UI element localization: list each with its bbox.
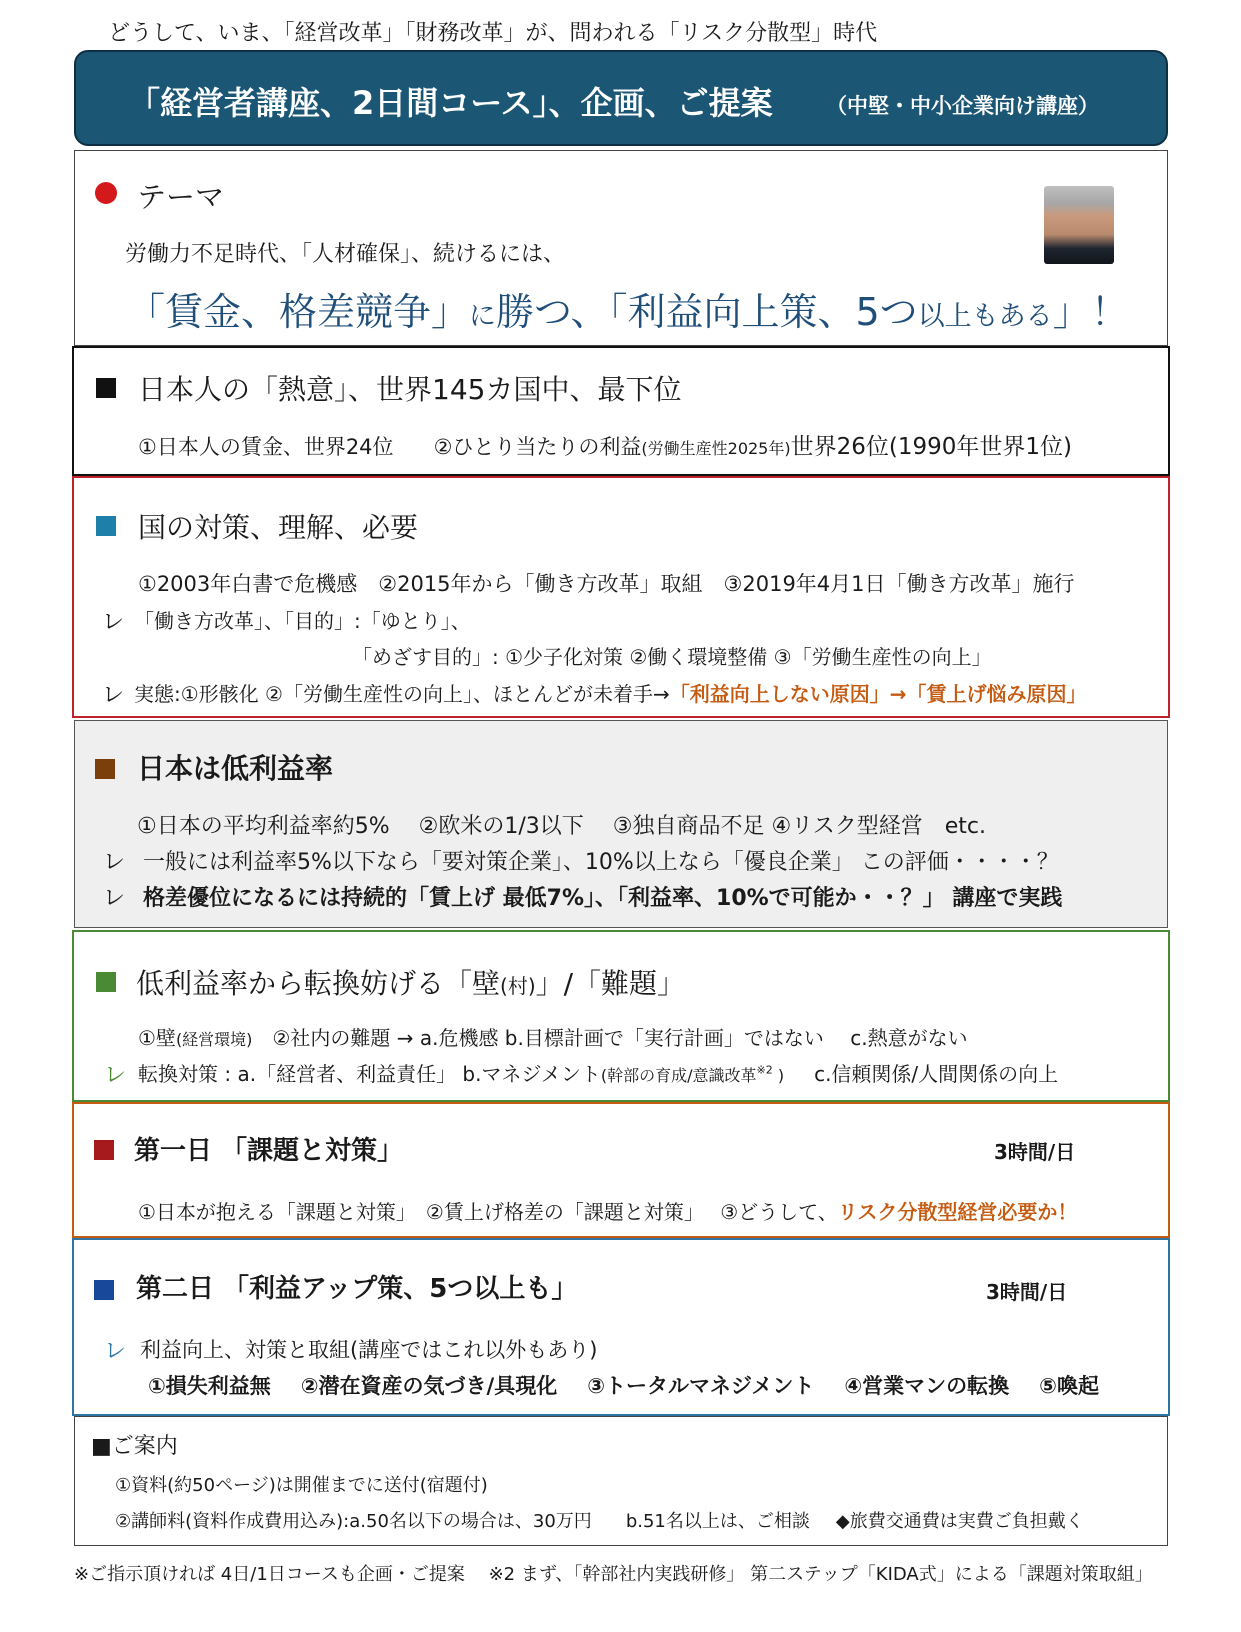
section6-item-5: ⑤喚起 (1039, 1374, 1099, 1398)
section4-title-b: (村) (500, 974, 536, 998)
check-mark: レ (104, 1063, 127, 1088)
section6-item-2: ②潜在資産の気づき/具現化 (300, 1374, 558, 1398)
section6-line1: 利益向上、対策と取組(講座ではこれ以外もあり) (140, 1338, 598, 1362)
guide-line1: ①資料(約50ページ)は開催までに送付(宿題付) (115, 1475, 488, 1496)
section5-line1 (138, 1196, 1077, 1225)
section3-line3: 格差優位になるには持続的「賃上げ 最低7%」、「利益率、10%で可能か・・？」 講座で実践 (143, 886, 1063, 911)
section4-line2 (138, 1058, 1058, 1087)
section4-line1 (138, 1022, 968, 1051)
section1-item2a: ②ひとり当たりの利益 (433, 435, 642, 459)
section4-line2d: ) (772, 1066, 785, 1085)
green-square-icon (96, 972, 116, 992)
section5-title: 第一日 「課題と対策」 (134, 1136, 404, 1166)
guide-line2 (115, 1507, 1084, 1533)
banner-title: 「経営者講座、2日間コース」、企画、ご提案 (128, 84, 773, 122)
section4-line1b: (経営環境) (175, 1030, 253, 1049)
section6-item-1: ①損失利益無 (148, 1374, 271, 1398)
headline-part-c: 勝つ、「利益向上策、5つ (496, 290, 918, 334)
section5-line1b: リスク分散型経営必要か！ (837, 1200, 1078, 1224)
section4-title (136, 962, 685, 1002)
section4-line2a: 転換対策 : a.「経営者、利益責任」 b.マネジメント (138, 1062, 601, 1086)
blue-square-icon (96, 516, 116, 536)
header-top-line: どうして、いま、「経営改革」「財務改革」が、問われる「リスク分散型」時代 (108, 21, 878, 46)
headline-part-a: 「賃金、格差競争」 (127, 290, 470, 334)
footer-note: ※ご指示頂ければ 4日/1日コースも企画・ご提案 ※2 まず、「幹部社内実践研修」 第二ステップ「KIDA式」による「課題対策取組」 (74, 1564, 1153, 1585)
guide-title: ■ご案内 (91, 1434, 178, 1459)
headline-part-e: 」！ (1052, 290, 1129, 334)
section4-title-c: 」/「難題」 (535, 967, 686, 1000)
section4-line2e: c.信頼関係/人間関係の向上 (814, 1062, 1059, 1086)
section2-line2: 「働き方改革」、「目的」:「ゆとり」、 (134, 609, 471, 633)
red-square-icon (94, 1140, 114, 1160)
section-low-profit (74, 720, 1168, 928)
check-mark: レ (104, 1339, 127, 1364)
section3-line1: ①日本の平均利益率約5% ②欧米の1/3以下 ③独自商品不足 ④リスク型経営 etc. (137, 814, 986, 839)
section6-hours: 3時間/日 (986, 1280, 1068, 1304)
banner-subtitle: （中堅・中小企業向け講座） (826, 94, 1099, 118)
theme-title: テーマ (137, 180, 225, 214)
section6-items (148, 1370, 1099, 1400)
theme-line1: 労働力不足時代、「人材確保」、続けるには、 (125, 242, 566, 267)
red-bullet-icon (95, 182, 117, 204)
check-mark: レ (102, 610, 125, 635)
black-square-icon (96, 378, 116, 398)
section5-line1a: ①日本が抱える「課題と対策」 ②賃上げ格差の「課題と対策」 ③どうして、 (138, 1200, 838, 1224)
section5-hours: 3時間/日 (994, 1140, 1076, 1164)
headline-part-d: 以上もある (917, 301, 1053, 332)
brown-square-icon (95, 759, 115, 779)
lecturer-photo (1044, 186, 1114, 264)
check-mark: レ (103, 886, 126, 911)
section4-line2c: ※2 (756, 1063, 773, 1077)
section-national-measures (72, 476, 1170, 718)
section4-line2b: (幹部の育成/意識改革 (600, 1066, 757, 1085)
section6-item-4: ④営業マンの転換 (844, 1374, 1010, 1398)
section2-title: 国の対策、理解、必要 (138, 511, 419, 544)
guide-line2b: b.51名以上は、ご相談 (625, 1511, 810, 1532)
section1-item1: ①日本人の賃金、世界24位 (138, 435, 394, 459)
section2-line4 (134, 678, 1086, 707)
title-banner (74, 50, 1168, 146)
check-mark: レ (102, 683, 125, 708)
section2-line4b: 「利益向上しない原因」→「賃上げ悩み原因」 (669, 682, 1087, 706)
section6-item-3: ③トータルマネジメント (587, 1374, 815, 1398)
section6-title: 第二日 「利益アップ策、5つ以上も」 (136, 1274, 578, 1304)
section1-item2c: 世界26位(1990年世界1位) (790, 434, 1072, 460)
guide-box (74, 1416, 1168, 1546)
section1-item2b: (労働生産性2025年) (641, 439, 791, 458)
section-enthusiasm (72, 346, 1170, 476)
navy-square-icon (94, 1280, 114, 1300)
section1-items (138, 428, 1072, 461)
theme-headline (127, 281, 1129, 336)
section2-line4a: 実態:①形骸化 ②「労働生産性の向上」、ほとんどが未着手→ (134, 682, 670, 706)
section3-title: 日本は低利益率 (137, 752, 334, 785)
headline-part-b: に (469, 301, 497, 332)
section-day2 (72, 1238, 1170, 1416)
theme-box (74, 150, 1168, 346)
section2-line3: 「めざす目的」: ①少子化対策 ②働く環境整備 ③「労働生産性の向上」 (352, 645, 992, 669)
section4-line1c: ②社内の難題 → a.危機感 b.目標計画で「実行計画」ではない c.熱意がない (252, 1026, 968, 1050)
check-mark: レ (103, 850, 126, 875)
section4-title-a: 低利益率から転換妨げる「壁 (136, 967, 501, 1000)
section2-line1: ①2003年白書で危機感 ②2015年から「働き方改革」取組 ③2019年4月1日「働き方改革」施行 (138, 572, 1075, 596)
guide-line2a: ②講師料(資料作成費用込み):a.50名以下の場合は、30万円 (115, 1511, 592, 1532)
guide-line2c: ◆旅費交通費は実費ご負担戴く (835, 1511, 1084, 1532)
section-day1 (72, 1102, 1170, 1238)
section-barriers (72, 930, 1170, 1102)
section4-line1a: ①壁 (138, 1026, 176, 1050)
section3-line2: 一般には利益率5%以下なら「要対策企業」、10%以上なら「優良企業」 この評価・・・・？ (143, 850, 1059, 875)
section1-title: 日本人の「熱意」、世界145カ国中、最下位 (138, 373, 682, 406)
